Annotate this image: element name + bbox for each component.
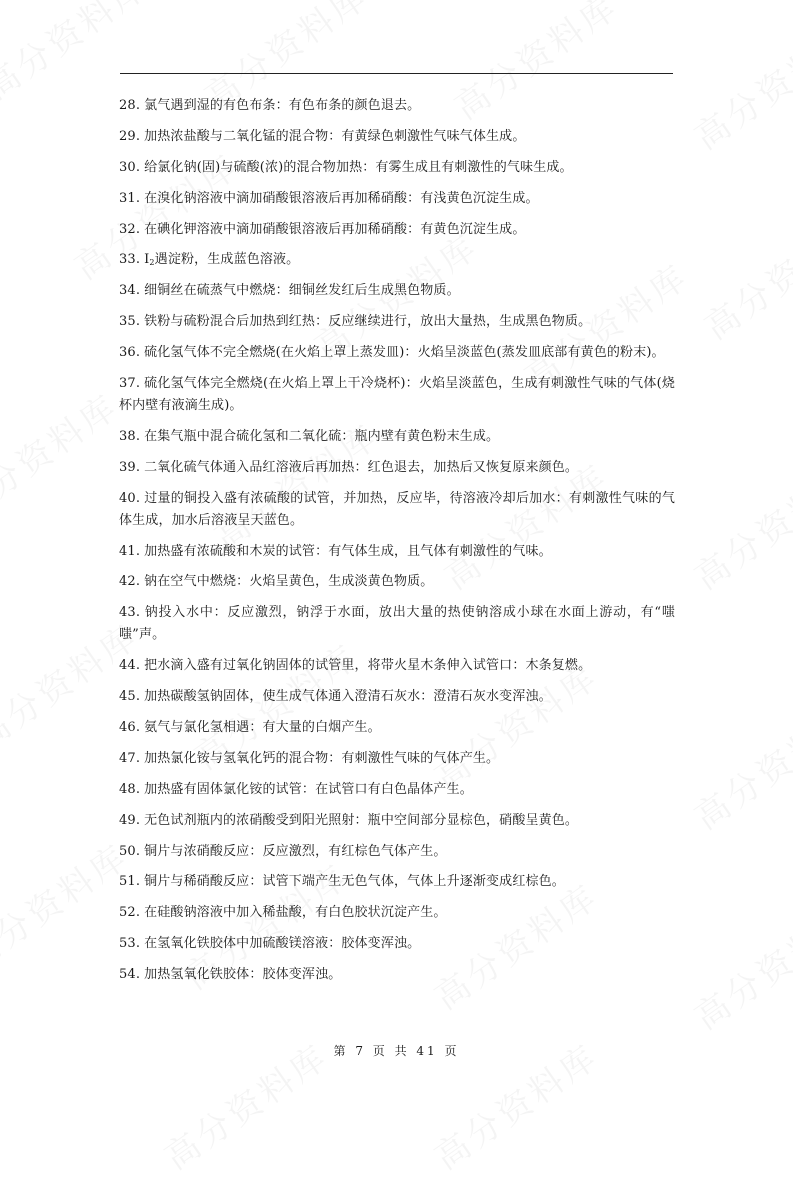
item-number: 36. xyxy=(119,345,141,361)
item-text: 铜片与稀硝酸反应：试管下端产生无色气体，气体上升逐渐变成红棕色。 xyxy=(144,874,565,890)
list-item xyxy=(119,810,675,832)
item-number: 43. xyxy=(119,605,141,621)
list-item xyxy=(119,373,675,417)
item-text: 加热氢氧化铁胶体：胶体变浑浊。 xyxy=(144,967,342,983)
header-rule xyxy=(120,73,673,74)
item-number: 37. xyxy=(119,376,141,392)
list-item xyxy=(119,655,675,677)
item-text: 钠投入水中：反应激烈，钠浮于水面，放出大量的热使钠溶成小球在水面上游动，有“嗤嗤”声。 xyxy=(119,605,675,643)
item-number: 45. xyxy=(119,689,141,705)
list-item xyxy=(119,280,675,302)
formula-subscript: 2 xyxy=(149,258,155,268)
item-text: 加热碳酸氢钠固体，使生成气体通入澄清石灰水：澄清石灰水变浑浊。 xyxy=(144,689,552,705)
item-text: 加热氯化铵与氢氧化钙的混合物：有刺激性气味的气体产生。 xyxy=(144,750,500,766)
item-number: 39. xyxy=(119,459,141,475)
watermark-text xyxy=(693,200,793,349)
item-text: 在氢氧化铁胶体中加硫酸镁溶液：胶体变浑浊。 xyxy=(144,936,421,952)
item-number: 48. xyxy=(119,781,141,797)
list-item xyxy=(119,219,675,241)
document-body xyxy=(119,95,675,995)
item-text: 钠在空气中燃烧：火焰呈黄色，生成淡黄色物质。 xyxy=(144,574,434,590)
list-item xyxy=(119,779,675,801)
item-number: 41. xyxy=(119,543,141,559)
watermark-text xyxy=(683,10,793,159)
item-text: 在硅酸钠溶液中加入稀盐酸，有白色胶状沉淀产生。 xyxy=(144,905,447,921)
item-number: 49. xyxy=(119,812,141,828)
watermark-text xyxy=(0,0,157,109)
list-item xyxy=(119,157,675,179)
item-number: 31. xyxy=(119,190,141,206)
list-item xyxy=(119,717,675,739)
item-number: 28. xyxy=(119,98,141,113)
item-number: 42. xyxy=(119,574,141,590)
list-item xyxy=(119,933,675,955)
item-number: 44. xyxy=(119,658,141,674)
list-item xyxy=(119,311,675,333)
list-item xyxy=(119,95,675,117)
item-number: 35. xyxy=(119,314,141,330)
watermark-text xyxy=(0,830,137,979)
list-item xyxy=(119,686,675,708)
item-text: 给氯化钠(固)与硫酸(浓)的混合物加热：有雾生成且有刺激性的气味生成。 xyxy=(144,159,573,175)
item-text: 硫化氢气体完全燃烧(在火焰上罩上干冷烧杯)：火焰呈淡蓝色，生成有刺激性气味的气体(烧杯内壁有液滴生成)。 xyxy=(119,376,676,414)
item-text: 在溴化钠溶液中滴加硝酸银溶液后再加稀硝酸：有浅黄色沉淀生成。 xyxy=(144,190,539,206)
item-text: 过量的铜投入盛有浓硫酸的试管，并加热，反应毕，待溶液冷却后加水：有刺激性气味的气体生成，加水后溶液呈天蓝色。 xyxy=(119,490,675,528)
chemical-formula: I xyxy=(144,252,150,268)
item-number: 33. xyxy=(119,252,141,268)
list-item xyxy=(119,126,675,148)
item-text: 硫化氢气体不完全燃烧(在火焰上罩上蒸发皿)：火焰呈淡蓝色(蒸发皿底部有黄色的粉末)。 xyxy=(144,345,665,361)
list-item xyxy=(119,342,675,364)
item-text: 无色试剂瓶内的浓硝酸受到阳光照射：瓶中空间部分显棕色，硝酸呈黄色。 xyxy=(144,812,579,828)
list-item xyxy=(119,188,675,210)
item-number: 40. xyxy=(119,490,141,506)
item-number: 30. xyxy=(119,159,141,175)
list-item xyxy=(119,541,675,563)
list-item xyxy=(119,571,675,593)
item-text: 铜片与浓硝酸反应：反应激烈，有红棕色气体产生。 xyxy=(144,843,447,859)
list-item xyxy=(119,602,675,646)
item-number: 47. xyxy=(119,750,141,766)
list-item xyxy=(119,748,675,770)
watermark-text xyxy=(683,450,793,599)
watermark-text xyxy=(683,890,793,1039)
item-text: 在集气瓶中混合硫化氢和二氧化硫：瓶内壁有黄色粉末生成。 xyxy=(144,428,500,444)
item-number: 52. xyxy=(119,905,141,921)
item-number: 32. xyxy=(119,221,141,237)
item-number: 53. xyxy=(119,936,141,952)
item-text: 在碘化钾溶液中滴加硝酸银溶液后再加稀硝酸：有黄色沉淀生成。 xyxy=(144,221,526,237)
watermark-text xyxy=(683,690,793,839)
item-text: 氨气与氯化氢相遇：有大量的白烟产生。 xyxy=(144,720,381,736)
list-item xyxy=(119,964,675,986)
item-text: 二氧化硫气体通入品红溶液后再加热：红色退去，加热后又恢复原来颜色。 xyxy=(144,459,579,475)
list-item xyxy=(119,902,675,924)
item-number: 46. xyxy=(119,720,141,736)
item-number: 38. xyxy=(119,428,141,444)
item-number: 51. xyxy=(119,874,141,890)
item-text: 加热浓盐酸与二氧化锰的混合物：有黄绿色刺激性气味气体生成。 xyxy=(144,128,526,144)
item-text: 氯气遇到湿的有色布条：有色布条的颜色退去。 xyxy=(144,98,421,113)
item-text: 把水滴入盛有过氧化钠固体的试管里，将带火星木条伸入试管口：木条复燃。 xyxy=(144,658,592,674)
page-footer: 第 7 页 共 41 页 xyxy=(333,1044,460,1058)
item-number: 34. xyxy=(119,283,141,299)
item-number: 50. xyxy=(119,843,141,859)
list-item xyxy=(119,841,675,863)
item-number: 54. xyxy=(119,967,141,983)
watermark-text xyxy=(0,380,127,529)
item-text: 加热盛有固体氯化铵的试管：在试管口有白色晶体产生。 xyxy=(144,781,473,797)
item-text: 铁粉与硫粉混合后加热到红热：反应继续进行，放出大量热，生成黑色物质。 xyxy=(144,314,592,330)
item-number: 29. xyxy=(119,128,141,144)
list-item xyxy=(119,426,675,448)
item-text: 细铜丝在硫蒸气中燃烧：细铜丝发红后生成黑色物质。 xyxy=(144,283,460,299)
item-text: 加热盛有浓硫酸和木炭的试管：有气体生成，且气体有刺激性的气味。 xyxy=(144,543,552,559)
list-item xyxy=(119,871,675,893)
list-item xyxy=(119,457,675,479)
list-item xyxy=(119,249,675,271)
item-text: 遇淀粉，生成蓝色溶液。 xyxy=(154,252,300,268)
list-item xyxy=(119,488,675,532)
